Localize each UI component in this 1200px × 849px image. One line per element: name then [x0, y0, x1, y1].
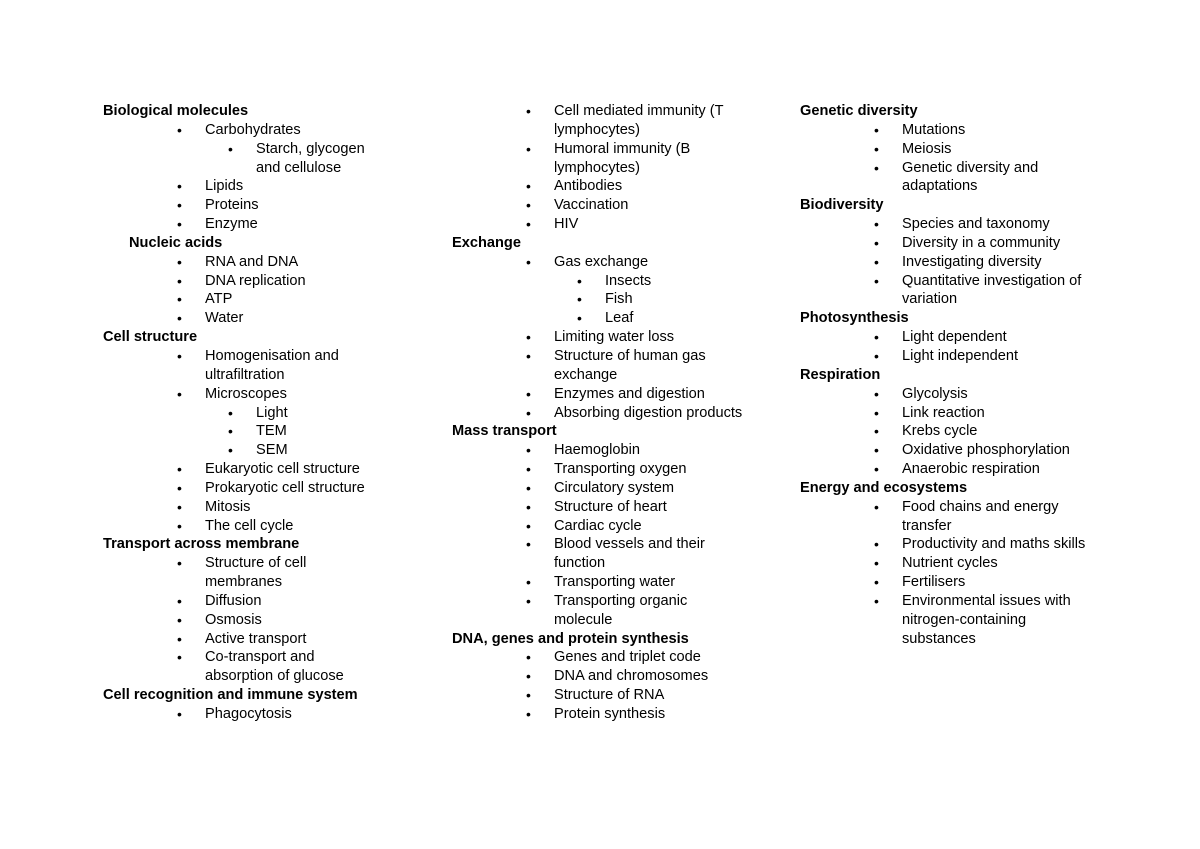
list-item-text: Antibodies	[554, 178, 623, 195]
list-item	[452, 215, 782, 234]
bullet-icon: •	[874, 536, 879, 553]
bullet-icon: •	[177, 121, 182, 138]
list-item	[800, 328, 1120, 347]
bullet-icon: •	[177, 461, 182, 478]
list-item-text: Fertilisers	[902, 574, 966, 591]
list-item-text: Investigating diversity	[902, 253, 1042, 270]
list-item-text: Gas exchange	[554, 253, 649, 270]
section-heading: Biodiversity	[800, 197, 884, 214]
list-item-text: Microscopes	[205, 385, 287, 402]
bullet-icon: •	[177, 555, 182, 572]
list-item	[452, 705, 782, 724]
list-item-text: Phagocytosis	[205, 706, 292, 722]
list-item-text: Enzymes and digestion	[554, 385, 705, 402]
list-item-text: Leaf	[605, 310, 634, 327]
list-item	[103, 253, 433, 272]
bullet-icon: •	[874, 423, 879, 440]
list-item-text: Light independent	[902, 347, 1019, 364]
list-item-text: HIV	[554, 216, 579, 233]
list-item-text: Blood vessels and their function	[554, 536, 705, 572]
bullet-icon: •	[177, 479, 182, 496]
list-item	[452, 404, 782, 423]
list-item	[103, 215, 433, 234]
list-item	[800, 215, 1120, 234]
sub-list-item	[103, 422, 433, 441]
list-item	[103, 121, 433, 140]
list-item-text: Diffusion	[205, 592, 262, 609]
bullet-icon: •	[526, 479, 531, 496]
list-item	[452, 686, 782, 705]
bullet-icon: •	[526, 178, 531, 195]
list-item	[800, 385, 1120, 404]
bullet-icon: •	[526, 536, 531, 553]
column-1	[103, 102, 433, 724]
list-item	[103, 385, 433, 404]
list-item	[452, 498, 782, 517]
section-heading: Photosynthesis	[800, 310, 909, 327]
list-item-text: Structure of RNA	[554, 687, 665, 704]
list-item-text: Meiosis	[902, 140, 952, 157]
list-item-text: Structure of human gas exchange	[554, 347, 706, 383]
bullet-icon: •	[577, 272, 582, 289]
list-item	[452, 441, 782, 460]
list-item	[452, 517, 782, 536]
column-2	[452, 102, 782, 724]
bullet-icon: •	[874, 121, 879, 138]
list-item-text: Nutrient cycles	[902, 555, 998, 572]
list-item	[800, 253, 1120, 272]
list-item	[452, 592, 782, 630]
column-3	[800, 102, 1120, 648]
section-heading: Genetic diversity	[800, 103, 918, 119]
bullet-icon: •	[177, 347, 182, 364]
list-item-text: Active transport	[205, 630, 307, 647]
list-item-text: Anaerobic respiration	[902, 461, 1040, 478]
list-item	[103, 648, 433, 686]
list-item-text: Transporting oxygen	[554, 461, 687, 478]
list-item-text: Cell mediated immunity (T lymphocytes)	[554, 103, 724, 138]
list-item	[103, 630, 433, 649]
list-item-text: Oxidative phosphorylation	[902, 442, 1070, 459]
bullet-icon: •	[177, 706, 182, 722]
list-item-text: Limiting water loss	[554, 329, 675, 346]
bullet-icon: •	[874, 329, 879, 346]
bullet-icon: •	[874, 253, 879, 270]
bullet-icon: •	[874, 272, 879, 289]
list-item	[800, 573, 1120, 592]
bullet-icon: •	[526, 461, 531, 478]
list-item-text: Genes and triplet code	[554, 649, 701, 666]
list-item	[800, 441, 1120, 460]
list-item	[800, 460, 1120, 479]
list-item-text: Mutations	[902, 121, 966, 138]
list-item-text: SEM	[256, 442, 288, 459]
bullet-icon: •	[874, 461, 879, 478]
list-item	[452, 385, 782, 404]
bullet-icon: •	[874, 140, 879, 157]
list-item	[800, 347, 1120, 366]
bullet-icon: •	[228, 140, 233, 157]
section-heading: Nucleic acids	[129, 234, 223, 251]
bullet-icon: •	[526, 347, 531, 364]
list-item	[452, 177, 782, 196]
bullet-icon: •	[874, 442, 879, 459]
list-item	[452, 535, 782, 573]
list-item-text: Eukaryotic cell structure	[205, 461, 360, 478]
list-item	[452, 196, 782, 215]
list-item-text: Water	[205, 310, 244, 327]
list-item-text: Vaccination	[554, 197, 629, 214]
bullet-icon: •	[526, 498, 531, 515]
sub-list-item	[452, 272, 782, 291]
list-item	[800, 422, 1120, 441]
section-heading: Energy and ecosystems	[800, 479, 968, 496]
list-item	[103, 290, 433, 309]
list-item	[103, 272, 433, 291]
section-heading: Mass transport	[452, 423, 557, 440]
list-item-text: Structure of heart	[554, 498, 667, 515]
list-item-text: TEM	[256, 423, 287, 440]
list-item-text: Structure of cell membranes	[205, 555, 307, 591]
bullet-icon: •	[526, 253, 531, 270]
bullet-icon: •	[177, 310, 182, 327]
bullet-icon: •	[874, 498, 879, 515]
bullet-icon: •	[577, 291, 582, 308]
bullet-icon: •	[177, 197, 182, 214]
list-item	[800, 121, 1120, 140]
section-heading: Biological molecules	[103, 103, 249, 119]
list-item-text: Quantitative investigation of variation	[902, 272, 1082, 308]
list-item-text: Humoral immunity (B lymphocytes)	[554, 140, 691, 176]
bullet-icon: •	[177, 178, 182, 195]
bullet-icon: •	[874, 234, 879, 251]
list-item-text: Lipids	[205, 178, 244, 195]
list-item-text: Light dependent	[902, 329, 1007, 346]
bullet-icon: •	[874, 385, 879, 402]
list-item-text: Link reaction	[902, 404, 985, 421]
list-item	[103, 479, 433, 498]
bullet-icon: •	[577, 310, 582, 327]
list-item-text: Cardiac cycle	[554, 517, 642, 534]
list-item	[452, 573, 782, 592]
bullet-icon: •	[526, 140, 531, 157]
list-item-text: Protein synthesis	[554, 706, 666, 722]
sub-list-item	[452, 309, 782, 328]
list-item	[800, 554, 1120, 573]
bullet-icon: •	[526, 103, 531, 119]
list-item	[452, 253, 782, 272]
section-heading: Transport across membrane	[103, 536, 300, 553]
bullet-icon: •	[177, 253, 182, 270]
list-item-text: Productivity and maths skills	[902, 536, 1086, 553]
list-item	[103, 498, 433, 517]
bullet-icon: •	[228, 423, 233, 440]
sub-list-item	[103, 441, 433, 460]
list-item	[103, 611, 433, 630]
bullet-icon: •	[177, 272, 182, 289]
list-item-text: Transporting organic molecule	[554, 592, 688, 628]
list-item-text: Osmosis	[205, 611, 262, 628]
bullet-icon: •	[177, 385, 182, 402]
bullet-icon: •	[874, 404, 879, 421]
list-item	[800, 159, 1120, 197]
list-item	[103, 705, 433, 724]
bullet-icon: •	[526, 687, 531, 704]
list-item	[452, 667, 782, 686]
list-item	[103, 517, 433, 536]
bullet-icon: •	[526, 517, 531, 534]
bullet-icon: •	[177, 498, 182, 515]
list-item	[800, 404, 1120, 423]
list-item	[103, 309, 433, 328]
list-item	[103, 347, 433, 385]
list-item	[800, 592, 1120, 649]
list-item-text: Transporting water	[554, 574, 676, 591]
list-item	[800, 272, 1120, 310]
bullet-icon: •	[526, 592, 531, 609]
list-item	[103, 592, 433, 611]
list-item	[800, 140, 1120, 159]
list-item-text: Proteins	[205, 197, 259, 214]
list-item-text: DNA and chromosomes	[554, 668, 709, 685]
list-item	[103, 554, 433, 592]
bullet-icon: •	[228, 442, 233, 459]
list-item	[452, 347, 782, 385]
bullet-icon: •	[874, 347, 879, 364]
sub-list-item	[452, 290, 782, 309]
list-item-text: The cell cycle	[205, 517, 294, 534]
sub-list-item	[103, 140, 433, 178]
list-item	[103, 460, 433, 479]
list-item-text: Absorbing digestion products	[554, 404, 743, 421]
section-heading: Exchange	[452, 234, 521, 251]
list-item	[103, 177, 433, 196]
section-heading: Respiration	[800, 366, 881, 383]
bullet-icon: •	[177, 649, 182, 666]
bullet-icon: •	[874, 592, 879, 609]
section-heading: Cell recognition and immune system	[103, 687, 358, 704]
list-item-text: Co-transport and absorption of glucose	[205, 649, 344, 685]
bullet-icon: •	[526, 668, 531, 685]
bullet-icon: •	[874, 574, 879, 591]
list-item-text: Carbohydrates	[205, 121, 301, 138]
sub-list-item	[103, 404, 433, 423]
section-heading: DNA, genes and protein synthesis	[452, 630, 689, 647]
bullet-icon: •	[228, 404, 233, 421]
bullet-icon: •	[526, 197, 531, 214]
list-item	[452, 648, 782, 667]
list-item-text: Environmental issues with nitrogen-containing substances	[902, 592, 1071, 647]
list-item	[800, 498, 1120, 536]
list-item-text: Krebs cycle	[902, 423, 978, 440]
list-item-text: Diversity in a community	[902, 234, 1061, 251]
list-item-text: Haemoglobin	[554, 442, 640, 459]
list-item	[103, 196, 433, 215]
list-item-text: Mitosis	[205, 498, 251, 515]
list-item-text: RNA and DNA	[205, 253, 299, 270]
list-item-text: Prokaryotic cell structure	[205, 479, 365, 496]
bullet-icon: •	[874, 159, 879, 176]
list-item-text: Enzyme	[205, 216, 258, 233]
list-item-text: Starch, glycogen and cellulose	[256, 140, 365, 176]
list-item	[800, 234, 1120, 253]
bullet-icon: •	[177, 592, 182, 609]
bullet-icon: •	[177, 630, 182, 647]
bullet-icon: •	[526, 649, 531, 666]
bullet-icon: •	[526, 706, 531, 722]
list-item-text: Genetic diversity and adaptations	[902, 159, 1039, 195]
bullet-icon: •	[177, 611, 182, 628]
list-item	[452, 102, 782, 140]
list-item-text: DNA replication	[205, 272, 306, 289]
bullet-icon: •	[526, 442, 531, 459]
list-item-text: Circulatory system	[554, 479, 675, 496]
list-item	[452, 460, 782, 479]
list-item-text: Glycolysis	[902, 385, 968, 402]
bullet-icon: •	[526, 216, 531, 233]
list-item-text: Species and taxonomy	[902, 216, 1050, 233]
list-item-text: Food chains and energy transfer	[902, 498, 1059, 534]
bullet-icon: •	[526, 404, 531, 421]
bullet-icon: •	[874, 555, 879, 572]
list-item-text: Fish	[605, 291, 633, 308]
bullet-icon: •	[177, 517, 182, 534]
bullet-icon: •	[526, 574, 531, 591]
bullet-icon: •	[526, 385, 531, 402]
list-item-text: Insects	[605, 272, 652, 289]
list-item	[452, 140, 782, 178]
section-heading: Cell structure	[103, 329, 198, 346]
list-item	[452, 328, 782, 347]
bullet-icon: •	[526, 329, 531, 346]
list-item-text: Homogenisation and ultrafiltration	[205, 347, 339, 383]
bullet-icon: •	[874, 216, 879, 233]
list-item-text: Light	[256, 404, 288, 421]
list-item	[452, 479, 782, 498]
list-item	[800, 535, 1120, 554]
bullet-icon: •	[177, 216, 182, 233]
list-item-text: ATP	[205, 291, 233, 308]
bullet-icon: •	[177, 291, 182, 308]
